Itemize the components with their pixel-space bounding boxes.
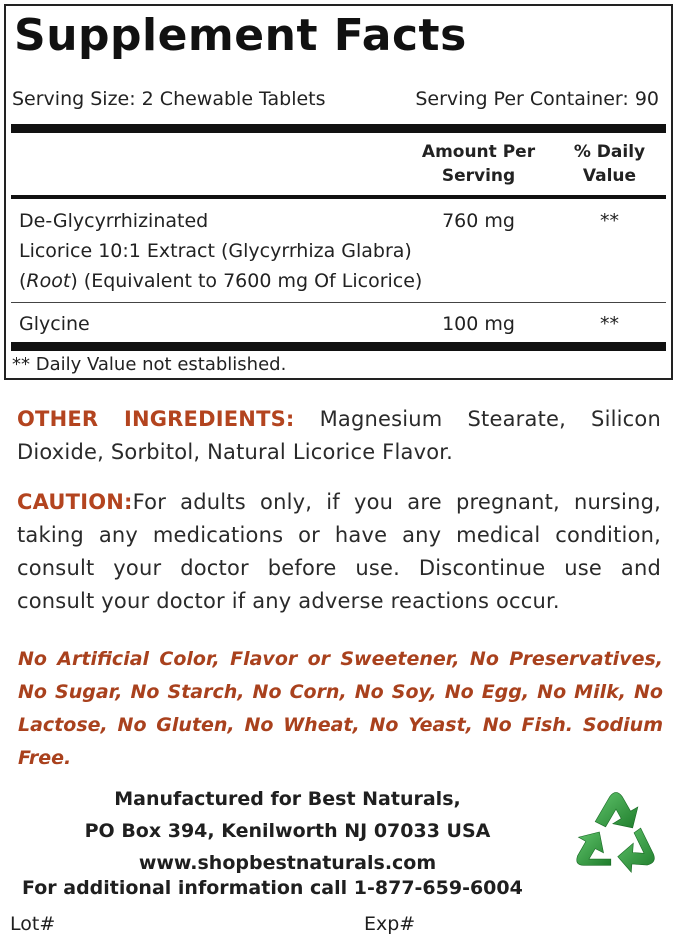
ingredient-daily-value: ** [600,313,619,335]
column-header-amount [411,140,546,188]
thick-divider [11,124,666,133]
manufacturer-address: PO Box 394, Kenilworth NJ 07033 USA [84,820,491,842]
ingredient-name-line: (Root) (Equivalent to 7600 mg Of Licorice) [19,270,423,292]
ingredient-name [19,206,422,296]
column-header-dv-line1: % Daily [573,142,646,162]
lot-label: Lot# [10,913,56,935]
supplement-facts-panel [4,4,673,380]
recycle-icon [563,780,669,884]
column-header-dv-line2: Value [582,166,637,186]
exp-label: Exp# [364,913,416,935]
thin-divider [11,302,666,303]
caution-text: For adults only, if you are pregnant, nursing, taking any medications or have any medical condition, consult your doctor before use. Discontinue use and consult your doctor if any adverse reactions occur. [17,490,661,613]
ingredient-name-rest: (Equivalent to 7600 mg Of Licorice) [77,270,423,292]
serving-per-container: Serving Per Container: 90 [415,88,659,110]
ingredient-daily-value: ** [600,210,619,232]
column-header-daily-value [562,140,657,188]
manufacturer-info [55,783,520,879]
free-from-claims: No Artificial Color, Flavor or Sweetener, No Preservatives, No Sugar, No Starch, No Corn, No Soy, No Egg, No Milk, No Lactose, No Gluten, No Wheat, No Yeast, No Fish. Sodium Free. [18,648,663,769]
ingredient-name-line: De-Glycyrrhizinated [19,210,209,232]
ingredient-amount: 760 mg [442,210,515,232]
medium-divider [11,195,666,199]
ingredient-amount: 100 mg [442,313,515,335]
manufacturer-line: Manufactured for Best Naturals, [114,788,461,810]
daily-value-footnote: ** Daily Value not established. [12,354,287,375]
serving-size: Serving Size: 2 Chewable Tablets [12,88,326,110]
ingredient-name: Glycine [19,313,90,335]
panel-title: Supplement Facts [14,10,467,61]
manufacturer-website: www.shopbestnaturals.com [138,852,437,874]
ingredient-part-italic: Root [26,270,71,292]
ingredient-name-line: Licorice 10:1 Extract (Glycyrrhiza Glabra) [19,240,412,262]
contact-phone-line: For additional information call 1-877-659-6004 [22,877,523,899]
other-ingredients [17,403,661,469]
column-header-amount-line2: Serving [441,166,516,186]
caution-statement [17,486,661,618]
bottom-divider [11,342,666,351]
column-header-amount-line1: Amount Per [421,142,536,162]
other-ingredients-label: OTHER INGREDIENTS: [17,407,295,431]
other-ingredients-text: Magnesium Stearate, Silicon Dioxide, Sorbitol, Natural Licorice Flavor. [17,407,661,464]
caution-label: CAUTION: [17,490,133,514]
